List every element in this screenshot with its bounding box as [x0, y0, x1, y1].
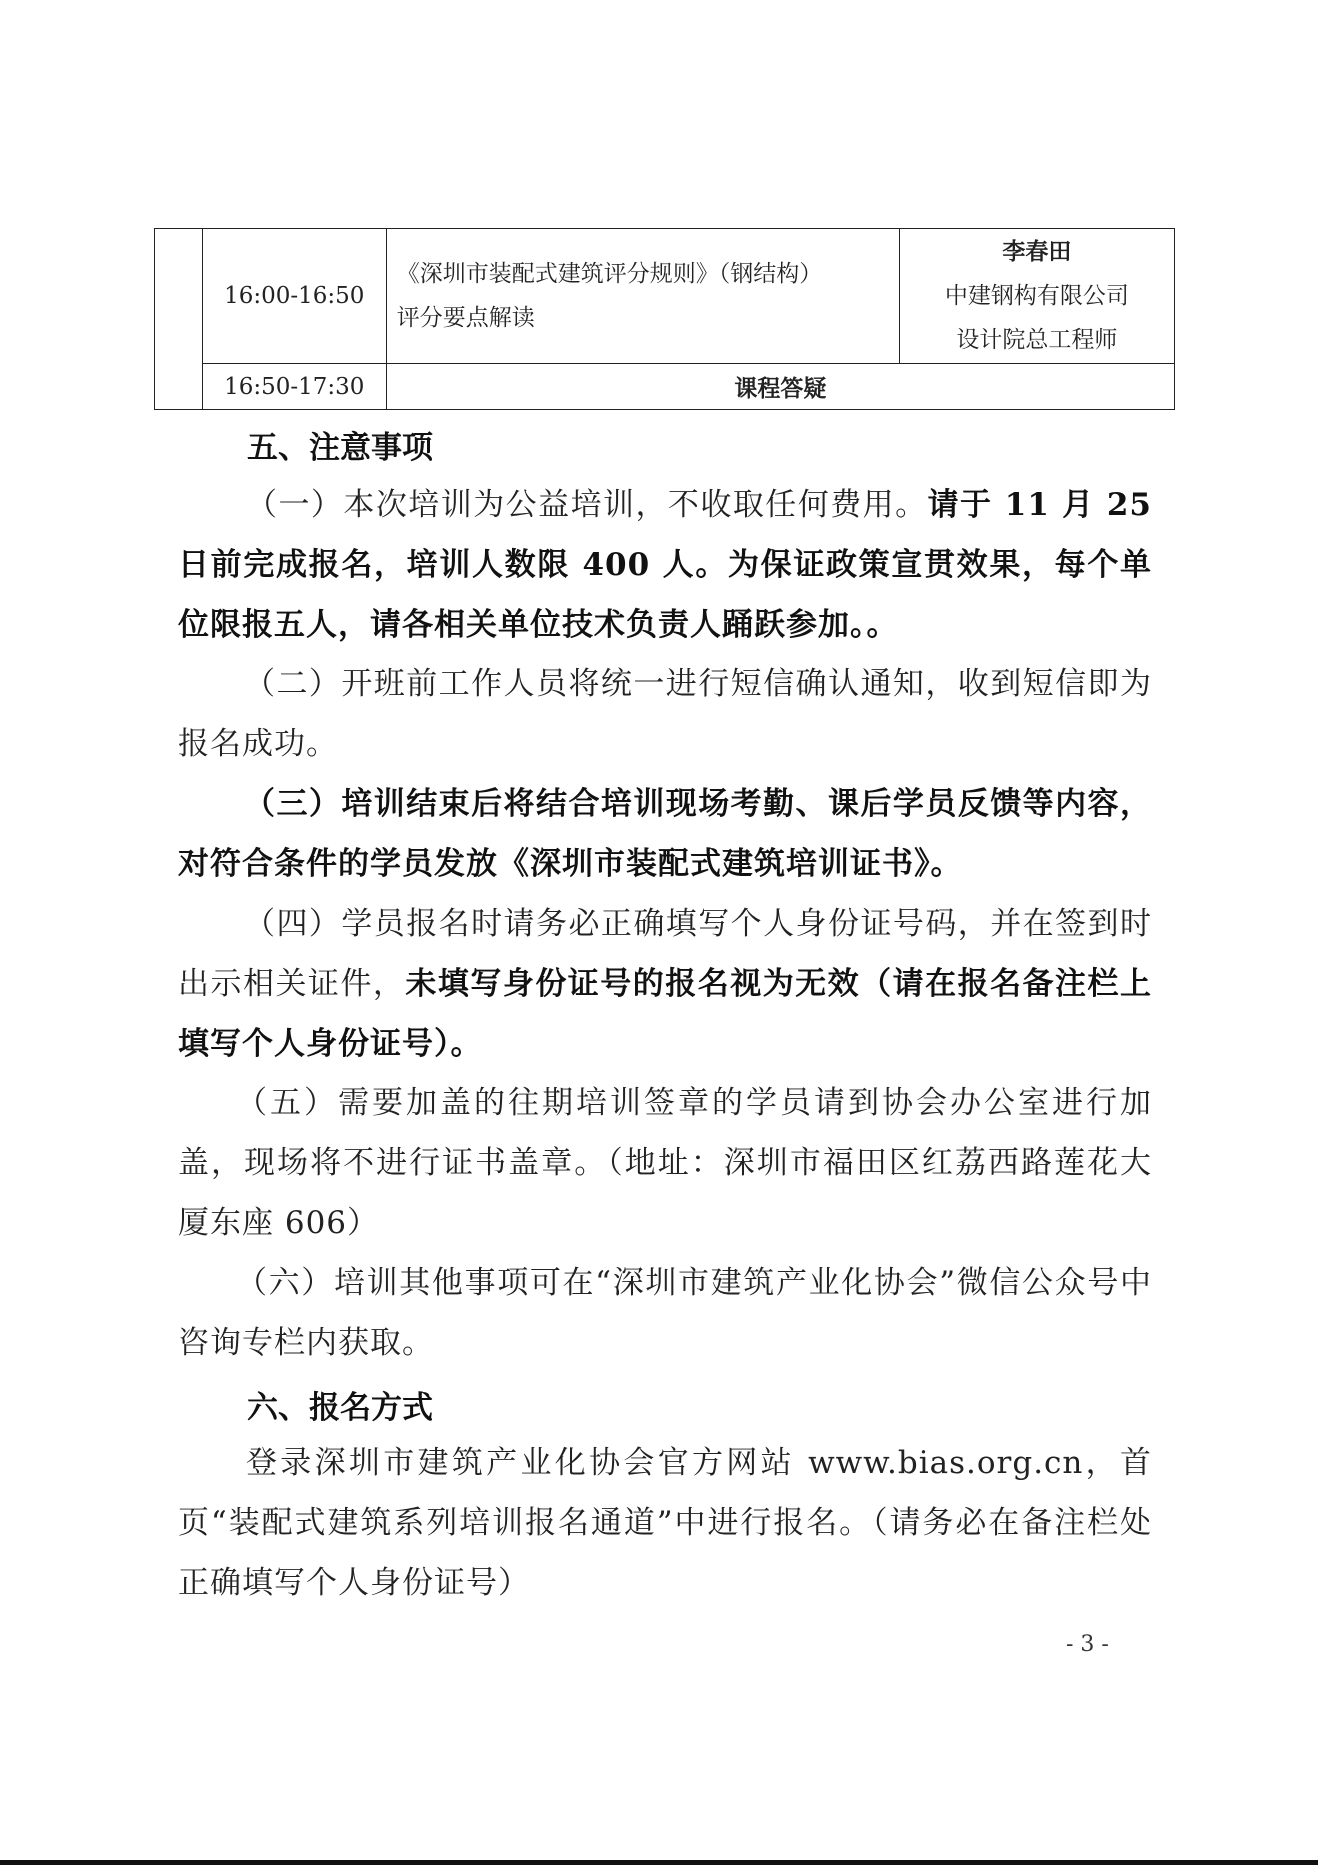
speaker-org: 中建钢构有限公司: [944, 283, 1129, 309]
speaker-name: 李春田: [1002, 238, 1072, 265]
paragraph: 登录深圳市建筑产业化协会官方网站 www.bias.org.cn，首页“装配式建筑系列培训报名通道”中进行报名。（请务必在备注栏处正确填写个人身份证号）: [178, 1445, 1152, 1601]
topic-cell: [386, 229, 899, 364]
paragraph: （六）培训其他事项可在“深圳市建筑产业化协会”微信公众号中咨询专栏内获取。: [178, 1265, 1152, 1361]
paragraph: （五）需要加盖的往期培训签章的学员请到协会办公室进行加盖，现场将不进行证书盖章。（地址：深圳市福田区红荔西路莲花大厦东座 606）: [178, 1085, 1152, 1241]
day-cell: [155, 229, 203, 410]
paragraph: （二）开班前工作人员将统一进行短信确认通知，收到短信即为报名成功。: [178, 666, 1152, 762]
topic-cell: 课程答疑: [386, 364, 1174, 410]
bottom-border-line: [0, 1860, 1318, 1865]
paragraph: [178, 475, 1152, 655]
paragraph-bold: （三）培训结束后将结合培训现场考勤、课后学员反馈等内容，对符合条件的学员发放《深圳市装配式建筑培训证书》。: [178, 786, 1152, 882]
time-cell: 16:00-16:50: [202, 229, 386, 364]
page-number: - 3 -: [1066, 1632, 1109, 1657]
topic-line: 评分要点解读: [396, 305, 535, 331]
paragraph-text: （四）学员报名时请务必正确填写个人身份证号码，并在签到时出示相关证件，: [178, 906, 1152, 1002]
section-heading: 六、报名方式: [247, 1390, 433, 1426]
time-cell: 16:50-17:30: [202, 364, 386, 410]
paragraph-bold-text: 未填写身份证号的报名视为无效（请在报名备注栏上填写个人身份证号）。: [178, 966, 1153, 1062]
schedule-table: [154, 228, 1175, 410]
table-row: [155, 229, 1175, 364]
table-row: [155, 364, 1175, 410]
speaker-title: 设计院总工程师: [956, 327, 1118, 353]
speaker-cell: [899, 229, 1174, 364]
paragraph-text: （一）本次培训为公益培训，不收取任何费用。: [246, 487, 928, 523]
section-heading: 五、注意事项: [247, 430, 433, 466]
paragraph-bold-text: 请于 11 月 25 日前完成报名，培训人数限 400 人。为保证政策宣贯效果，每个单位限报五人，请各相关单位技术负责人踊跃参加。。: [178, 487, 1152, 643]
paragraph: [178, 894, 1152, 1074]
topic-line: 《深圳市装配式建筑评分规则》（钢结构）: [396, 261, 823, 287]
